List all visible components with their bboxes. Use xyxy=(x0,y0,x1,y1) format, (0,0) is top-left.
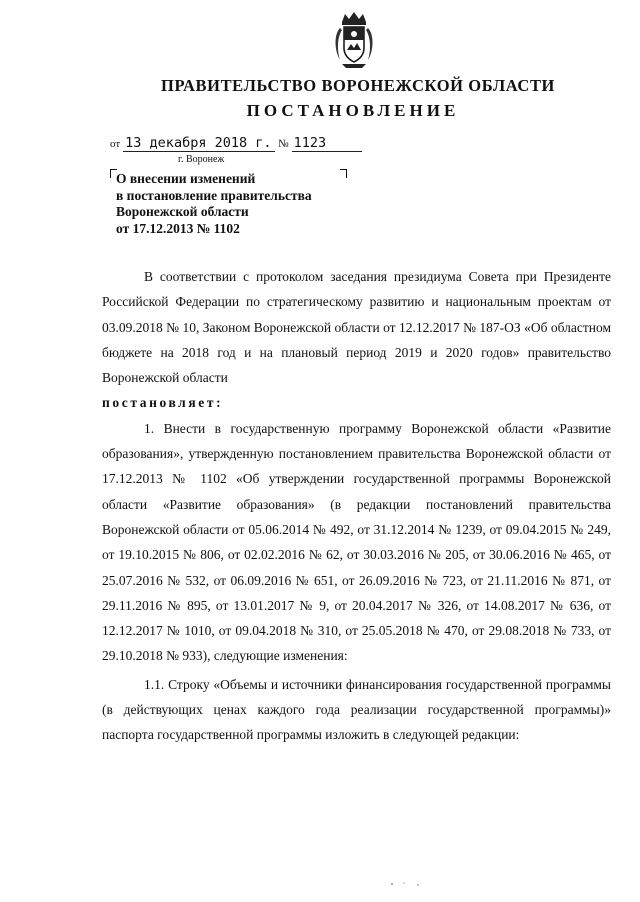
preamble-paragraph: В соответствии с протоколом заседания президиума Совета при Президенте Российской Федерации по стратегическому развитию и национальным проектам от 03.09.2018 № 10, Законом Воронежской области от 12.12.2017 № 187-ОЗ «Об областном бюджете на 2018 год и на плановый период 2019 и 2020 годов» правительство Воронежской области xyxy=(102,269,611,386)
subject-line: О внесении изменений xyxy=(116,171,256,186)
city-label: г. Воронеж xyxy=(178,154,225,165)
number-field: 1123 xyxy=(292,136,362,152)
scan-specks xyxy=(388,881,428,887)
item-1-paragraph: 1. Внести в государственную программу Воронежской области «Развитие образования», утвержденную постановлением правительства Воронежской области от 17.12.2013 № 1102 «Об утверждении государственной программы Воронежской области «Развитие образования» (в редакции постановлений правительства Воронежской области от 05.06.2014 № 492, от 31.12.2014 № 1239, от 09.04.2015 № 249, от 19.10.2015 № 806, от 02.02.2016 № 62, от 30.03.2016 № 205, от 30.06.2016 № 465, от 25.07.2016 № 532, от 06.09.2016 № 651, от 26.09.2016 № 723, от 21.11.2016 № 871, от 29.11.2016 № 895, от 13.01.2017 № 9, от 20.04.2017 № 326, от 14.08.2017 № 636, от 12.12.2017 № 1010, от 09.04.2018 № 310, от 25.05.2018 № 470, от 29.08.2018 № 733, от 29.10.2018 № 933), следующие изменения: xyxy=(102,420,611,664)
document-type: ПОСТАНОВЛЕНИЕ xyxy=(246,101,460,120)
item-1-1-paragraph: 1.1. Строку «Объемы и источники финансирования государственной программы (в действующих ценах каждого года реализации государственной программы)» паспорта государственной программы изложить в следующей редакции: xyxy=(102,676,611,743)
document-subject xyxy=(116,171,376,237)
date-field: 13 декабря 2018 г. xyxy=(123,136,275,152)
subject-line: в постановление правительства xyxy=(116,187,312,203)
resolves-word: постановляет: xyxy=(102,395,224,411)
government-title: ПРАВИТЕЛЬСТВО ВОРОНЕЖСКОЙ ОБЛАСТИ xyxy=(161,76,555,95)
number-prefix: № xyxy=(278,138,289,150)
document-body xyxy=(102,264,611,748)
date-number-line xyxy=(110,136,362,152)
date-prefix: от xyxy=(110,138,121,150)
coat-of-arms-icon xyxy=(332,10,376,70)
subject-line: от 17.12.2013 № 1102 xyxy=(116,220,240,236)
subject-line: Воронежской области xyxy=(116,204,249,219)
